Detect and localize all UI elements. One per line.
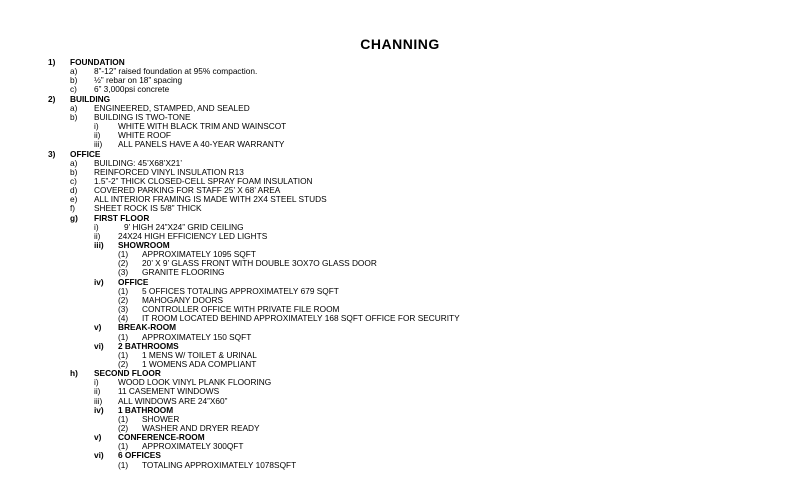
outline-label: i)	[94, 121, 99, 132]
outline-text: FOUNDATION	[70, 57, 125, 67]
outline-text: 6 OFFICES	[118, 450, 161, 461]
outline-text: WHITE WITH BLACK TRIM AND WAINSCOT	[118, 121, 287, 132]
outline-label: i)	[94, 221, 99, 232]
outline-text: COVERED PARKING FOR STAFF 25’ X 68’ AREA	[94, 185, 281, 196]
outline-label: (1)	[118, 441, 129, 452]
outline-label: 3)	[48, 148, 56, 159]
outline-label: iii)	[94, 139, 103, 150]
outline-text: 8”-12” raised foundation at 95% compaction.	[94, 66, 258, 77]
outline-text: OFFICE	[70, 148, 101, 159]
outline-label: ii)	[94, 230, 101, 241]
outline-label: (1)	[118, 331, 129, 342]
outline-label: (2)	[118, 358, 129, 369]
outline-label: iv)	[94, 404, 104, 415]
outline-label: 1)	[48, 57, 56, 67]
outline-label: (1)	[118, 459, 129, 470]
outline-text: MAHOGANY DOORS	[142, 294, 223, 305]
outline-label: c)	[70, 175, 77, 186]
outline-text: 11 CASEMENT WINDOWS	[118, 386, 220, 397]
outline-label: iii)	[94, 240, 104, 250]
outline-text: REINFORCED VINYL INSULATION R13	[94, 166, 244, 177]
outline-text: 1 WOMENS ADA COMPLIANT	[142, 358, 257, 369]
outline-label: d)	[70, 185, 78, 196]
outline-label: a)	[70, 102, 78, 113]
outline-text: BUILDING: 45’X68’X21’	[94, 157, 183, 168]
outline-text: OFFICE	[118, 276, 149, 287]
outline-text: SHOWER	[142, 413, 180, 424]
outline-text: SHOWROOM	[118, 240, 170, 250]
outline-text: APPROXIMATELY 300QFT	[142, 441, 244, 452]
outline-label: i)	[94, 377, 99, 388]
outline-label: a)	[70, 157, 78, 168]
outline-text: GRANITE FLOORING	[142, 267, 225, 278]
outline-label: a)	[70, 66, 78, 77]
outline-text: BUILDING	[70, 93, 111, 104]
outline-label: b)	[70, 166, 78, 177]
outline-label: (1)	[118, 349, 129, 360]
outline-label: (2)	[118, 423, 129, 433]
outline-text: WOOD LOOK VINYL PLANK FLOORING	[118, 377, 272, 388]
outline-text: 9’ HIGH 24”X24” GRID CEILING	[124, 221, 244, 232]
document-title: CHANNING	[360, 36, 440, 52]
outline-text: 1 MENS W/ TOILET & URINAL	[142, 349, 257, 360]
outline-text: 1 BATHROOM	[118, 404, 174, 415]
outline-text: BUILDING IS TWO-TONE	[94, 111, 191, 122]
outline-label: (3)	[118, 304, 129, 315]
outline-text: WHITE ROOF	[118, 130, 172, 141]
outline-label: ii)	[94, 386, 101, 397]
outline-label: b)	[70, 111, 78, 122]
outline-label: v)	[94, 322, 102, 333]
outline-label: (4)	[118, 313, 129, 324]
outline-label: g)	[70, 212, 78, 223]
outline-text: 6” 3,000psi concrete	[94, 84, 170, 95]
outline-text: IT ROOM LOCATED BEHIND APPROXIMATELY 168 SQFT OFFICE FOR SECURITY	[142, 313, 460, 324]
outline-label: h)	[70, 368, 78, 379]
outline-text: 1.5”-2” THICK CLOSED-CELL SPRAY FOAM INSULATION	[94, 175, 313, 186]
outline-text: ALL WINDOWS ARE 24”X60”	[118, 395, 228, 406]
outline-text: BREAK-ROOM	[118, 322, 177, 333]
outline-label: e)	[70, 194, 78, 205]
outline-text: ENGINEERED, STAMPED, AND SEALED	[94, 102, 250, 113]
outline-text: ALL PANELS HAVE A 40-YEAR WARRANTY	[118, 139, 285, 150]
outline-text: 20’ X 9’ GLASS FRONT WITH DOUBLE 3OX7O GLASS DOOR	[142, 258, 377, 269]
outline-label: vi)	[94, 340, 104, 351]
outline-label: (2)	[118, 258, 129, 269]
outline-text: FIRST FLOOR	[94, 212, 150, 223]
outline-text: 2 BATHROOMS	[118, 340, 179, 351]
outline-label: (1)	[118, 285, 129, 296]
outline-text: TOTALING APPROXIMATELY 1078SQFT	[142, 459, 297, 470]
outline-label: f)	[70, 203, 76, 214]
outline-label: c)	[70, 84, 77, 95]
outline-label: iii)	[94, 395, 103, 406]
outline-label: v)	[94, 432, 102, 443]
outline-text: WASHER AND DRYER READY	[142, 423, 260, 433]
outline-label: (3)	[118, 267, 129, 278]
outline-text: 24X24 HIGH EFFICIENCY LED LIGHTS	[118, 230, 268, 241]
outline-text: APPROXIMATELY 1095 SQFT	[142, 249, 256, 260]
outline-text: ½” rebar on 18” spacing	[94, 75, 183, 86]
outline-label: (1)	[118, 413, 129, 424]
outline-text: APPROXIMATELY 150 SQFT	[142, 331, 252, 342]
outline-text: CONFERENCE-ROOM	[118, 432, 205, 443]
outline-text: ALL INTERIOR FRAMING IS MADE WITH 2X4 STEEL STUDS	[94, 194, 327, 205]
outline-label: ii)	[94, 130, 101, 141]
outline-label: (2)	[118, 294, 129, 305]
outline-label: iv)	[94, 276, 104, 287]
outline-text: SECOND FLOOR	[94, 368, 161, 379]
outline-label: b)	[70, 75, 78, 86]
outline-label: (1)	[118, 249, 129, 260]
outline-text: SHEET ROCK IS 5/8” THICK	[94, 203, 202, 214]
outline-label: 2)	[48, 93, 56, 104]
outline-text: 5 OFFICES TOTALING APPROXIMATELY 679 SQFT	[142, 285, 339, 296]
outline-label: vi)	[94, 450, 104, 461]
outline-text: CONTROLLER OFFICE WITH PRIVATE FILE ROOM	[142, 304, 340, 315]
